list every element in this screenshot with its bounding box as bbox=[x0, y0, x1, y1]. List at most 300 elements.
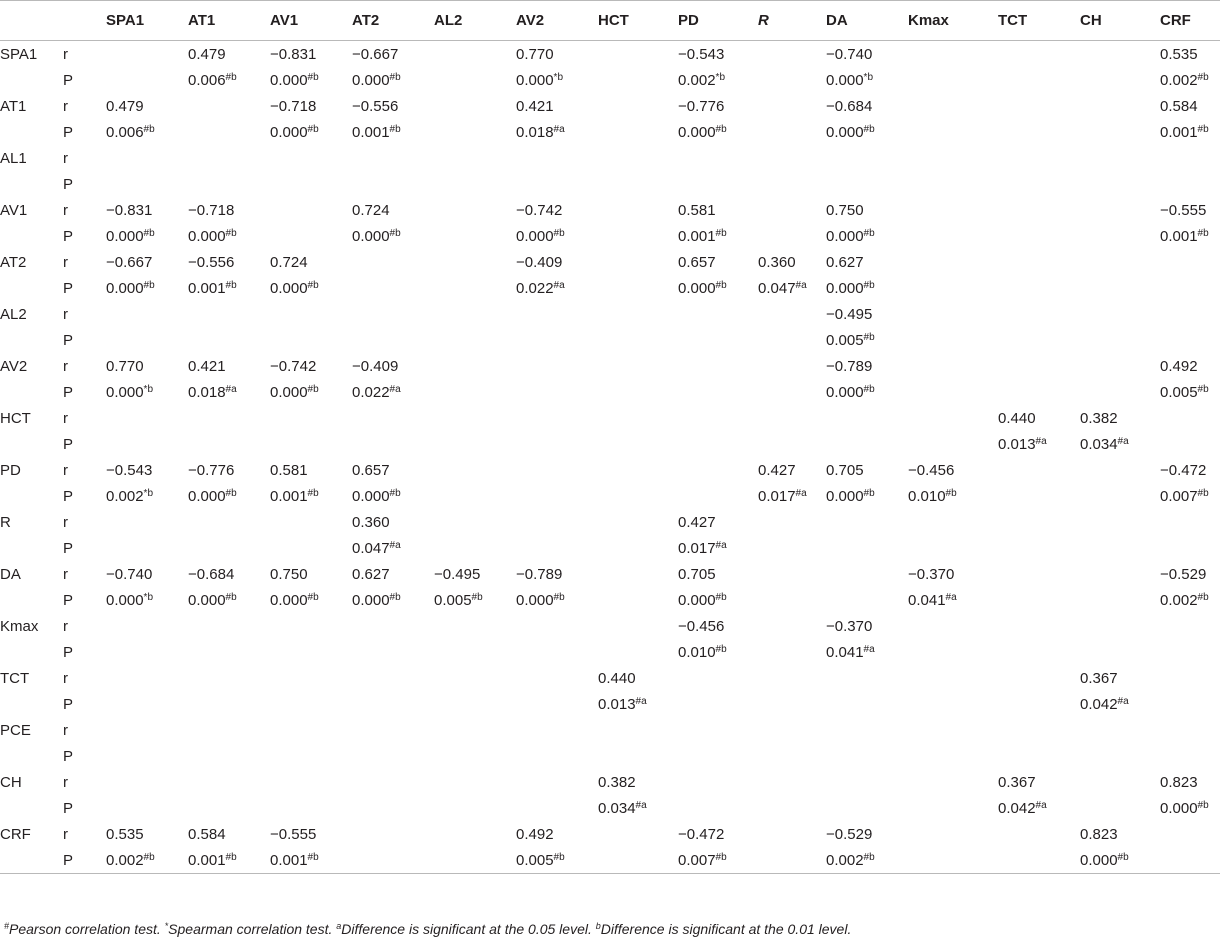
significance-marker: #a bbox=[1035, 799, 1047, 811]
significance-marker: #b bbox=[389, 591, 401, 603]
table-cell-p bbox=[908, 119, 998, 145]
table-cell-p bbox=[188, 795, 270, 821]
table-cell-r bbox=[908, 769, 998, 795]
table-cell-p bbox=[758, 223, 826, 249]
table-cell-p bbox=[106, 119, 188, 145]
table-cell-p bbox=[188, 379, 270, 405]
table-cell-r bbox=[516, 613, 598, 639]
table-cell-r bbox=[908, 405, 998, 431]
table-cell-p bbox=[106, 275, 188, 301]
table-cell-r bbox=[678, 145, 758, 171]
table-cell-r bbox=[434, 717, 516, 743]
table-cell-r bbox=[434, 405, 516, 431]
p-value: 0.034 bbox=[598, 799, 636, 817]
table-cell-p bbox=[598, 67, 678, 93]
table-cell-r: −0.495 bbox=[826, 305, 873, 323]
table-cell-r bbox=[998, 249, 1080, 275]
p-value: 0.001 bbox=[270, 851, 308, 869]
column-header: PD bbox=[678, 1, 758, 41]
table-cell-r bbox=[434, 769, 516, 795]
table-cell-r bbox=[908, 93, 998, 119]
table-cell-r bbox=[106, 613, 188, 639]
table-cell-p bbox=[516, 535, 598, 561]
table-cell-r: 0.627 bbox=[352, 565, 390, 583]
significance-marker: #a bbox=[635, 695, 647, 707]
stat-label-r: r bbox=[63, 305, 68, 323]
row-variable-label: DA bbox=[0, 565, 21, 583]
table-cell-p bbox=[516, 171, 598, 197]
table-cell-r bbox=[826, 561, 908, 587]
p-value: 0.002 bbox=[106, 851, 144, 869]
p-value: 0.000 bbox=[1160, 799, 1198, 817]
p-value: 0.000 bbox=[188, 487, 226, 505]
table-cell-p bbox=[270, 483, 352, 509]
table-cell-p bbox=[908, 431, 998, 457]
stat-label-r: r bbox=[63, 357, 68, 375]
table-cell-r: −0.555 bbox=[1160, 201, 1207, 219]
table-cell-p bbox=[434, 223, 516, 249]
table-cell-r: −0.529 bbox=[826, 825, 873, 843]
p-value: 0.018 bbox=[188, 383, 226, 401]
table-cell-r: 0.440 bbox=[998, 409, 1036, 427]
table-cell-p bbox=[826, 171, 908, 197]
table-cell-p bbox=[598, 327, 678, 353]
table-row bbox=[0, 379, 1220, 405]
table-cell-p bbox=[998, 483, 1080, 509]
table-cell-p bbox=[188, 119, 270, 145]
table-cell-p bbox=[270, 379, 352, 405]
table-cell-p bbox=[1160, 119, 1220, 145]
table-row bbox=[0, 301, 1220, 327]
table-row bbox=[0, 457, 1220, 483]
table-cell-p bbox=[270, 67, 352, 93]
table-cell-r bbox=[106, 769, 188, 795]
significance-marker: #b bbox=[863, 123, 875, 135]
table-cell-p bbox=[1160, 67, 1220, 93]
table-cell-r bbox=[998, 41, 1080, 68]
table-row bbox=[0, 275, 1220, 301]
table-cell-p bbox=[352, 327, 434, 353]
table-row bbox=[0, 171, 1220, 197]
table-cell-r bbox=[908, 821, 998, 847]
significance-marker: #a bbox=[715, 539, 727, 551]
significance-marker: #b bbox=[1197, 487, 1209, 499]
stat-label-r: r bbox=[63, 149, 68, 167]
row-variable-spacer bbox=[0, 431, 63, 457]
table-cell-p bbox=[516, 795, 598, 821]
table-cell-p bbox=[1080, 431, 1160, 457]
row-variable-label: CRF bbox=[0, 825, 31, 843]
table-cell-p bbox=[998, 171, 1080, 197]
stat-label-p: P bbox=[63, 747, 74, 765]
p-value: 0.000 bbox=[826, 71, 864, 89]
table-cell-p bbox=[998, 275, 1080, 301]
row-variable-label: CH bbox=[0, 773, 22, 791]
table-cell-p bbox=[106, 691, 188, 717]
p-value: 0.000 bbox=[826, 279, 864, 297]
significance-marker: #b bbox=[1197, 71, 1209, 83]
table-cell-r bbox=[434, 197, 516, 223]
p-value: 0.000 bbox=[352, 591, 390, 609]
significance-marker: #a bbox=[553, 123, 565, 135]
stat-label-r: r bbox=[63, 669, 68, 687]
table-cell-p bbox=[188, 535, 270, 561]
column-header: AT1 bbox=[188, 1, 270, 41]
table-cell-r: 0.360 bbox=[352, 513, 390, 531]
p-value: 0.041 bbox=[826, 643, 864, 661]
table-cell-r bbox=[352, 717, 434, 743]
table-cell-r: −0.742 bbox=[516, 201, 563, 219]
table-cell-p bbox=[678, 379, 758, 405]
table-row bbox=[0, 197, 1220, 223]
p-value: 0.000 bbox=[270, 71, 308, 89]
p-value: 0.010 bbox=[678, 643, 716, 661]
spearman-marker: * bbox=[164, 921, 169, 931]
table-cell-p bbox=[758, 327, 826, 353]
table-cell-p bbox=[826, 743, 908, 769]
table-row bbox=[0, 509, 1220, 535]
significance-marker: #b bbox=[389, 227, 401, 239]
table-cell-r bbox=[678, 717, 758, 743]
row-variable-spacer bbox=[0, 223, 63, 249]
table-cell-p bbox=[1160, 275, 1220, 301]
significance-marker: *b bbox=[553, 71, 563, 83]
table-cell-r: 0.705 bbox=[826, 461, 864, 479]
table-cell-p bbox=[434, 171, 516, 197]
table-cell-p bbox=[270, 327, 352, 353]
p-value: 0.000 bbox=[826, 383, 864, 401]
table-cell-p bbox=[678, 327, 758, 353]
table-cell-p bbox=[1160, 171, 1220, 197]
table-cell-p bbox=[106, 639, 188, 665]
table-cell-p bbox=[188, 691, 270, 717]
p-value: 0.000 bbox=[106, 383, 144, 401]
row-variable-label: Kmax bbox=[0, 617, 39, 635]
significance-marker: #b bbox=[945, 487, 957, 499]
stat-label-r: r bbox=[63, 565, 68, 583]
p-value: 0.013 bbox=[598, 695, 636, 713]
significance-marker: #a bbox=[1117, 435, 1129, 447]
table-cell-p bbox=[434, 119, 516, 145]
table-cell-r: 0.427 bbox=[758, 461, 796, 479]
table-cell-p bbox=[516, 691, 598, 717]
table-cell-r bbox=[434, 249, 516, 275]
p-value: 0.034 bbox=[1080, 435, 1118, 453]
column-header: CH bbox=[1080, 1, 1160, 41]
significance-marker: #b bbox=[863, 227, 875, 239]
table-cell-r: 0.479 bbox=[188, 45, 226, 63]
significance-marker: #b bbox=[1117, 851, 1129, 863]
row-variable-label: AL2 bbox=[0, 305, 27, 323]
table-cell-p bbox=[826, 379, 908, 405]
table-cell-p bbox=[998, 535, 1080, 561]
table-cell-p bbox=[678, 639, 758, 665]
significance-marker: #a bbox=[389, 383, 401, 395]
p-value: 0.002 bbox=[1160, 71, 1198, 89]
p-value: 0.000 bbox=[678, 279, 716, 297]
column-header: AL2 bbox=[434, 1, 516, 41]
table-cell-r bbox=[758, 613, 826, 639]
table-cell-p bbox=[678, 67, 758, 93]
table-cell-r: 0.382 bbox=[1080, 409, 1118, 427]
table-cell-p bbox=[1160, 743, 1220, 769]
significance-marker: #b bbox=[715, 227, 727, 239]
table-cell-r bbox=[598, 249, 678, 275]
table-cell-p bbox=[270, 275, 352, 301]
table-cell-p bbox=[598, 795, 678, 821]
table-cell-r bbox=[516, 301, 598, 327]
table-cell-r bbox=[998, 457, 1080, 483]
table-cell-p bbox=[1160, 431, 1220, 457]
table-cell-p bbox=[758, 67, 826, 93]
table-cell-p bbox=[598, 587, 678, 613]
stat-label-p: P bbox=[63, 383, 74, 401]
table-cell-r bbox=[434, 613, 516, 639]
stat-label-r: r bbox=[63, 461, 68, 479]
table-cell-p bbox=[758, 795, 826, 821]
table-cell-p bbox=[1160, 223, 1220, 249]
stat-label-p: P bbox=[63, 487, 74, 505]
table-cell-p bbox=[1080, 171, 1160, 197]
table-cell-r bbox=[188, 509, 270, 535]
table-row bbox=[0, 249, 1220, 275]
table-cell-r bbox=[678, 457, 758, 483]
p-value: 0.002 bbox=[826, 851, 864, 869]
table-cell-r: −0.409 bbox=[352, 357, 399, 375]
significance-marker: #a bbox=[389, 539, 401, 551]
table-row bbox=[0, 145, 1220, 171]
table-cell-r: −0.789 bbox=[826, 357, 873, 375]
significance-marker: #b bbox=[863, 487, 875, 499]
table-cell-r bbox=[516, 769, 598, 795]
table-cell-p bbox=[678, 587, 758, 613]
table-cell-p bbox=[1160, 535, 1220, 561]
table-cell-r bbox=[758, 353, 826, 379]
column-header: Kmax bbox=[908, 1, 998, 41]
table-cell-r bbox=[908, 509, 998, 535]
p-value: 0.000 bbox=[516, 591, 554, 609]
p-value: 0.007 bbox=[1160, 487, 1198, 505]
table-cell-p bbox=[598, 535, 678, 561]
table-cell-p bbox=[758, 847, 826, 874]
row-variable-label: R bbox=[0, 513, 11, 531]
table-cell-r: −0.370 bbox=[826, 617, 873, 635]
table-cell-p bbox=[1080, 119, 1160, 145]
column-header: CRF bbox=[1160, 1, 1220, 41]
table-cell-p bbox=[998, 639, 1080, 665]
table-cell-p bbox=[908, 847, 998, 874]
table-row bbox=[0, 613, 1220, 639]
p-value: 0.047 bbox=[352, 539, 390, 557]
p-value: 0.010 bbox=[908, 487, 946, 505]
p-value: 0.000 bbox=[826, 227, 864, 245]
table-cell-p bbox=[1160, 379, 1220, 405]
table-cell-r bbox=[758, 665, 826, 691]
significance-marker: #b bbox=[225, 227, 237, 239]
row-variable-label: SPA1 bbox=[0, 45, 38, 63]
p-value: 0.001 bbox=[1160, 227, 1198, 245]
column-header: AV2 bbox=[516, 1, 598, 41]
table-cell-p bbox=[1080, 795, 1160, 821]
table-row bbox=[0, 327, 1220, 353]
table-cell-r bbox=[188, 145, 270, 171]
table-cell-p bbox=[826, 119, 908, 145]
table-cell-r: −0.684 bbox=[826, 97, 873, 115]
row-variable-label: TCT bbox=[0, 669, 30, 687]
table-cell-p bbox=[106, 379, 188, 405]
level-a-marker: a bbox=[336, 921, 342, 931]
column-header: R bbox=[758, 1, 826, 41]
p-value: 0.042 bbox=[998, 799, 1036, 817]
table-cell-p bbox=[758, 119, 826, 145]
table-cell-r bbox=[1160, 301, 1220, 327]
table-cell-p bbox=[352, 587, 434, 613]
table-cell-p bbox=[908, 223, 998, 249]
table-cell-p bbox=[826, 483, 908, 509]
p-value: 0.000 bbox=[678, 123, 716, 141]
table-cell-r bbox=[598, 717, 678, 743]
p-value: 0.000 bbox=[188, 227, 226, 245]
pearson-marker: # bbox=[4, 921, 10, 931]
table-cell-p bbox=[826, 847, 908, 874]
table-cell-p bbox=[908, 275, 998, 301]
table-cell-p bbox=[998, 223, 1080, 249]
table-row bbox=[0, 93, 1220, 119]
table-row bbox=[0, 743, 1220, 769]
table-cell-p bbox=[434, 327, 516, 353]
significance-marker: #b bbox=[307, 487, 319, 499]
table-cell-r bbox=[434, 301, 516, 327]
table-row bbox=[0, 587, 1220, 613]
table-cell-r: 0.584 bbox=[188, 825, 226, 843]
table-cell-p bbox=[998, 847, 1080, 874]
table-cell-p bbox=[434, 483, 516, 509]
table-cell-r: −0.556 bbox=[352, 97, 399, 115]
row-variable-label: AV1 bbox=[0, 201, 28, 219]
significance-marker: #b bbox=[225, 71, 237, 83]
table-cell-p bbox=[270, 223, 352, 249]
significance-marker: *b bbox=[715, 71, 725, 83]
table-cell-p bbox=[434, 535, 516, 561]
p-value: 0.000 bbox=[826, 487, 864, 505]
table-cell-p bbox=[516, 275, 598, 301]
table-cell-p bbox=[1160, 587, 1220, 613]
significance-marker: #b bbox=[225, 591, 237, 603]
p-value: 0.000 bbox=[678, 591, 716, 609]
significance-marker: #b bbox=[471, 591, 483, 603]
significance-marker: #b bbox=[389, 71, 401, 83]
p-value: 0.007 bbox=[678, 851, 716, 869]
significance-marker: #b bbox=[1197, 591, 1209, 603]
table-cell-p bbox=[598, 171, 678, 197]
table-cell-p bbox=[1080, 587, 1160, 613]
table-cell-p bbox=[908, 67, 998, 93]
stat-label-r: r bbox=[63, 617, 68, 635]
table-cell-p bbox=[598, 431, 678, 457]
table-cell-p bbox=[106, 67, 188, 93]
table-cell-r: 0.823 bbox=[1080, 825, 1118, 843]
table-cell-r bbox=[516, 145, 598, 171]
stat-label-r: r bbox=[63, 513, 68, 531]
table-cell-r bbox=[598, 561, 678, 587]
stat-label-p: P bbox=[63, 279, 74, 297]
table-cell-r bbox=[758, 509, 826, 535]
table-cell-p bbox=[106, 431, 188, 457]
p-value: 0.017 bbox=[758, 487, 796, 505]
table-cell-p bbox=[908, 327, 998, 353]
table-cell-p bbox=[434, 431, 516, 457]
table-cell-p bbox=[352, 795, 434, 821]
stat-label-p: P bbox=[63, 695, 74, 713]
significance-marker: #b bbox=[863, 331, 875, 343]
p-value: 0.000 bbox=[352, 71, 390, 89]
p-value: 0.000 bbox=[270, 279, 308, 297]
table-cell-r bbox=[434, 665, 516, 691]
row-variable-spacer bbox=[0, 587, 63, 613]
p-value: 0.013 bbox=[998, 435, 1036, 453]
table-cell-p bbox=[826, 691, 908, 717]
table-cell-r bbox=[270, 769, 352, 795]
table-cell-p bbox=[188, 67, 270, 93]
column-header: AV1 bbox=[270, 1, 352, 41]
table-cell-r bbox=[826, 717, 908, 743]
table-cell-p bbox=[1080, 379, 1160, 405]
table-cell-p bbox=[516, 639, 598, 665]
table-cell-p bbox=[826, 327, 908, 353]
row-variable-spacer bbox=[0, 379, 63, 405]
significance-marker: #b bbox=[307, 71, 319, 83]
table-cell-p bbox=[1160, 795, 1220, 821]
table-cell-r bbox=[1080, 717, 1160, 743]
significance-marker: #a bbox=[553, 279, 565, 291]
table-cell-r bbox=[1080, 613, 1160, 639]
p-value: 0.001 bbox=[1160, 123, 1198, 141]
stat-label-r: r bbox=[63, 253, 68, 271]
significance-marker: #a bbox=[635, 799, 647, 811]
table-cell-p bbox=[598, 639, 678, 665]
table-cell-p bbox=[1080, 67, 1160, 93]
table-cell-r bbox=[188, 665, 270, 691]
table-cell-r bbox=[434, 41, 516, 68]
table-cell-r bbox=[188, 301, 270, 327]
table-cell-r: 0.367 bbox=[1080, 669, 1118, 687]
table-cell-p bbox=[1080, 847, 1160, 874]
row-variable-label: HCT bbox=[0, 409, 31, 427]
stat-label-p: P bbox=[63, 539, 74, 557]
table-cell-p bbox=[758, 587, 826, 613]
stat-label-r: r bbox=[63, 721, 68, 739]
table-cell-p bbox=[998, 795, 1080, 821]
table-cell-p bbox=[434, 67, 516, 93]
table-cell-r bbox=[106, 41, 188, 68]
table-cell-r bbox=[1080, 197, 1160, 223]
p-value: 0.001 bbox=[188, 279, 226, 297]
table-cell-r bbox=[1160, 821, 1220, 847]
table-cell-r bbox=[352, 249, 434, 275]
table-cell-r bbox=[678, 301, 758, 327]
table-cell-r bbox=[758, 821, 826, 847]
table-cell-p bbox=[1160, 483, 1220, 509]
table-cell-r bbox=[106, 509, 188, 535]
p-value: 0.005 bbox=[826, 331, 864, 349]
p-value: 0.000 bbox=[352, 227, 390, 245]
table-cell-r bbox=[758, 405, 826, 431]
table-cell-r bbox=[516, 509, 598, 535]
table-cell-p bbox=[826, 275, 908, 301]
table-cell-p bbox=[598, 483, 678, 509]
significance-marker: #b bbox=[1197, 799, 1209, 811]
table-cell-r bbox=[1160, 613, 1220, 639]
